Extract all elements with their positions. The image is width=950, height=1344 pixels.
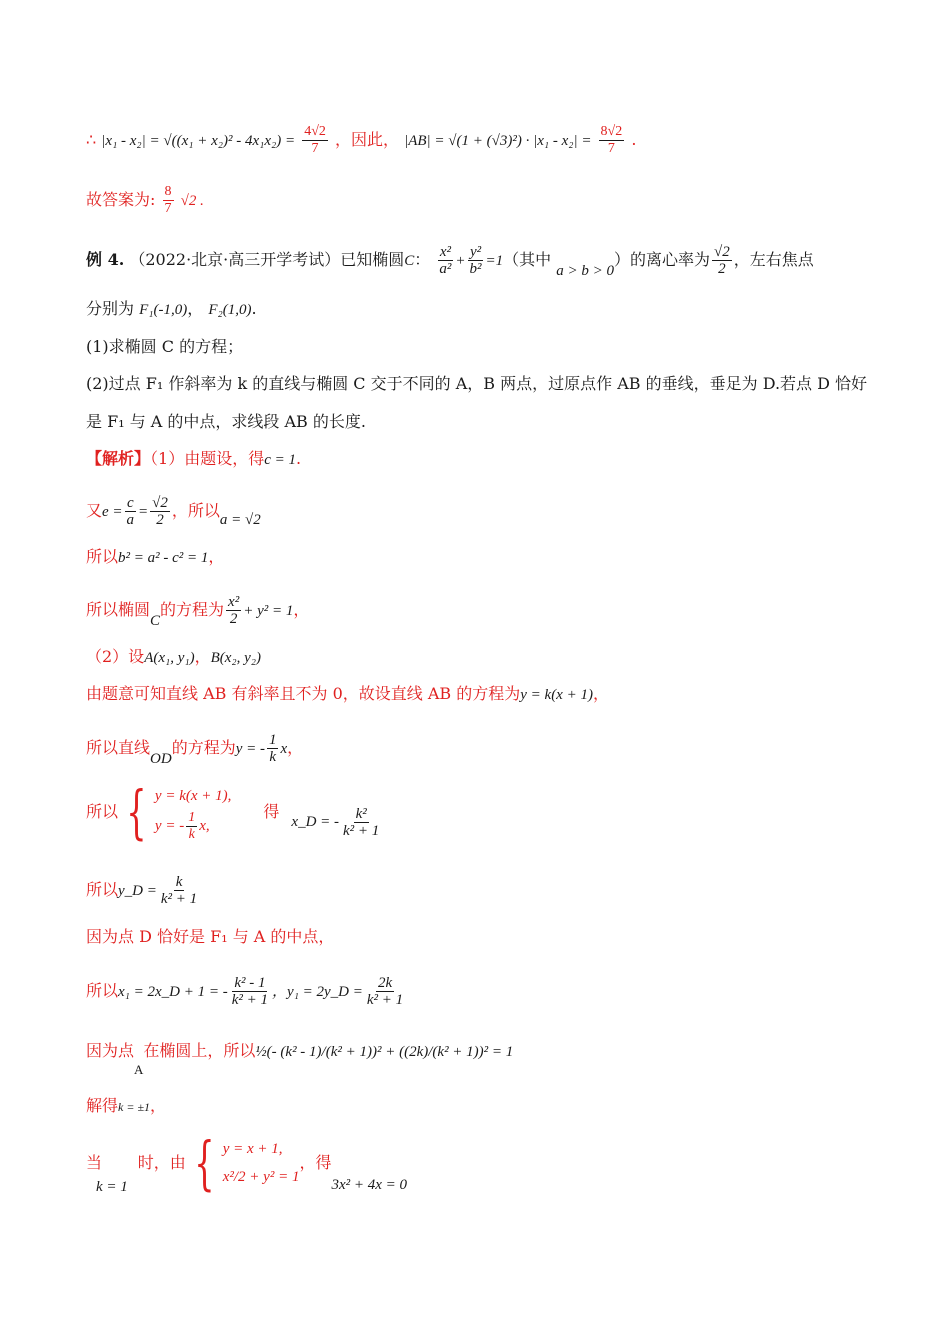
fraction-2k-k2p1: $\frac{2k}{\text{k² + 1}}$ bbox=[366, 975, 404, 1008]
text-from: 时，由 bbox=[137, 1153, 186, 1172]
text-because-point: 因为点 bbox=[86, 1041, 135, 1060]
fraction-x2-a2: $\frac{\text{x²}}{\text{a²}}$ bbox=[439, 244, 452, 277]
comma: ， bbox=[287, 738, 304, 757]
system-row-1: y = x + 1, bbox=[222, 1141, 283, 1157]
fraction-8sqrt2-7: $\frac{8√2}{7}$ bbox=[600, 124, 623, 156]
equation-system-2 bbox=[223, 1135, 300, 1191]
system-row-2: y = - $\frac{1}{k}$ x, bbox=[154, 809, 210, 842]
fraction-1-k: $\frac{1}{k}$ bbox=[268, 732, 277, 765]
example-4-line bbox=[86, 244, 814, 277]
solution-k bbox=[86, 1095, 166, 1118]
text-foci: ，左右焦点 bbox=[733, 250, 814, 269]
system-row-1: y = k(x + 1), bbox=[154, 787, 232, 804]
xd-equals: x_D = - bbox=[291, 814, 340, 830]
comma: ， bbox=[208, 547, 225, 566]
solution-line-ab bbox=[86, 683, 609, 706]
point-a-label: A bbox=[134, 1062, 144, 1077]
text-equation-is: 的方程为 bbox=[171, 738, 236, 757]
text-so-ellipse: 所以椭圆 bbox=[86, 600, 151, 619]
left-brace: { bbox=[126, 778, 147, 846]
text-get: 得 bbox=[263, 802, 280, 821]
period: . bbox=[295, 449, 302, 468]
answer-sqrt2: √2 . bbox=[180, 193, 204, 209]
solution-b2 bbox=[86, 546, 224, 569]
condition-abc: a > b > 0 bbox=[556, 263, 615, 279]
text-get: ，得 bbox=[299, 1153, 332, 1172]
text-line-ab: 由题意可知直线 AB 有斜率且不为 0，故设直线 AB 的方程为 bbox=[86, 684, 521, 703]
solution-ellipse-eq bbox=[86, 594, 309, 627]
comma: ， bbox=[592, 684, 609, 703]
period: . bbox=[251, 299, 257, 318]
solution-x1-y1 bbox=[86, 975, 407, 1008]
e-equals: e = bbox=[102, 504, 123, 520]
solution-part2-set bbox=[86, 646, 261, 669]
text-on-ellipse: 在椭圆上，所以 bbox=[143, 1041, 256, 1060]
solution-eccentricity bbox=[86, 495, 261, 528]
focus-f1: F₁(-1,0) bbox=[139, 302, 188, 318]
a-equals-sqrt2: a = √2 bbox=[219, 512, 261, 528]
fraction-x2-2: $\frac{\text{x²}}{2}$ bbox=[228, 594, 240, 627]
ellipse-substitution: ½(- (k² - 1)/(k² + 1))² + ((2k)/(k² + 1))² = 1 bbox=[255, 1044, 514, 1060]
text-from-given: （1）由题设，得 bbox=[150, 449, 265, 468]
formula-diff: |x₁ - x₂| = √((x₁ + x₂)² - 4x₁x₂) = bbox=[101, 133, 296, 149]
text-eccentricity: ）的离心率为 bbox=[614, 250, 711, 269]
fraction-c-a: $\frac{c}{a}$ bbox=[126, 495, 135, 528]
point-a: A(x₁, y₁) bbox=[144, 650, 195, 666]
fraction-8-7: $\frac{8}{7}$ bbox=[164, 184, 172, 216]
x-var: x bbox=[280, 741, 288, 757]
comma: ， bbox=[194, 647, 211, 666]
b-squared: b² = a² - c² = 1 bbox=[118, 550, 209, 566]
plus-y2-equals-1: + y² = 1 bbox=[243, 603, 294, 619]
fraction-y2-b2: $\frac{\text{y²}}{\text{b²}}$ bbox=[469, 244, 482, 277]
focus-f2: F₂(1,0) bbox=[208, 302, 252, 318]
text-so: 所以 bbox=[86, 547, 119, 566]
solution-midpoint: 因为点 D 恰好是 F₁ 与 A 的中点， bbox=[86, 927, 335, 946]
text-so-line: 所以直线 bbox=[86, 738, 151, 757]
answer-line bbox=[86, 184, 204, 217]
k-pm-1: k = ±1 bbox=[118, 1100, 151, 1114]
solution-part1 bbox=[86, 448, 301, 471]
quadratic-eq: 3x² + 4x = 0 bbox=[331, 1177, 408, 1193]
c-equals-1: c = 1 bbox=[264, 452, 296, 468]
line-od: OD bbox=[150, 751, 172, 767]
formula-ab: |AB| = √(1 + (√3)²) · |x₁ - x₂| = bbox=[404, 133, 592, 149]
example-source: （2022·北京·高三开学考试）已知椭圆 bbox=[129, 250, 405, 269]
solution-on-ellipse bbox=[86, 1040, 514, 1077]
fraction-k2-k2p1: $\frac{\text{k²}}{\text{k² + 1}}$ bbox=[343, 805, 380, 839]
left-brace: { bbox=[194, 1129, 215, 1197]
question-2-cont: 是 F₁ 与 A 的中点，求线段 AB 的长度. bbox=[86, 412, 366, 431]
colon: ： bbox=[414, 250, 431, 269]
fraction-k2m1-k2p1: $\frac{\text{k² - 1}}{\text{k² + 1}}$ bbox=[231, 975, 269, 1008]
y-equals-minus: y = - bbox=[235, 741, 265, 757]
solution-system-1 bbox=[86, 780, 383, 844]
comma: ， bbox=[187, 299, 204, 318]
text-also: 又 bbox=[86, 501, 103, 520]
text-where: （其中 bbox=[503, 250, 552, 269]
text-when: 当 bbox=[86, 1153, 103, 1172]
text-let: （2）设 bbox=[86, 647, 145, 666]
fraction-sqrt2-2: $\frac{√2}{2}$ bbox=[714, 244, 730, 277]
yd-equals: y_D = bbox=[118, 883, 157, 899]
therefore-symbol: ∴ bbox=[86, 130, 97, 149]
text-hence: ，因此， bbox=[334, 130, 399, 149]
text-so: ，所以 bbox=[171, 501, 220, 520]
comma: ， bbox=[293, 600, 310, 619]
ellipse-c: C bbox=[404, 253, 415, 269]
equals: = bbox=[138, 504, 149, 520]
solution-yd bbox=[86, 874, 201, 907]
text-respectively: 分别为 bbox=[86, 299, 135, 318]
answer-label: 故答案为: bbox=[86, 190, 156, 209]
text-equation-is: 的方程为 bbox=[160, 600, 225, 619]
text-so: 所以 bbox=[86, 880, 119, 899]
comma: ， bbox=[150, 1096, 167, 1115]
solution-line-od bbox=[86, 732, 303, 765]
solution-system-2 bbox=[86, 1130, 407, 1196]
k-equals-1: k = 1 bbox=[96, 1179, 128, 1195]
question-1: (1)求椭圆 C 的方程； bbox=[86, 337, 244, 356]
ellipse-c: C bbox=[150, 613, 161, 629]
plus: + bbox=[455, 253, 466, 269]
point-b: B(x₂, y₂) bbox=[210, 650, 262, 666]
fraction-4sqrt2-7: $\frac{4√2}{7}$ bbox=[304, 124, 326, 156]
example-4-line-2 bbox=[86, 298, 257, 321]
x1-equals: x₁ = 2x_D + 1 = - bbox=[118, 984, 228, 1000]
period: . bbox=[631, 130, 637, 149]
text-so: 所以 bbox=[86, 981, 119, 1000]
fraction-sqrt2-2b: $\frac{√2}{2}$ bbox=[152, 495, 168, 528]
question-2: (2)过点 F₁ 作斜率为 k 的直线与椭圆 C 交于不同的 A，B 两点，过原点作 AB 的垂线，垂足为 D.若点 D 恰好 bbox=[86, 374, 868, 393]
line-eq: y = k(x + 1) bbox=[520, 687, 593, 703]
solution-line-1 bbox=[86, 124, 636, 157]
text-solve: 解得 bbox=[86, 1096, 119, 1115]
analysis-tag: 【解析】 bbox=[86, 449, 151, 468]
fraction-k-k2p1: $\frac{k}{\text{k² + 1}}$ bbox=[160, 874, 198, 907]
text-so: 所以 bbox=[86, 802, 119, 821]
system-row-2: x²/2 + y² = 1 bbox=[222, 1169, 300, 1185]
example-label: 例 4. bbox=[86, 250, 125, 269]
equals-one: =1 bbox=[485, 253, 504, 269]
y1-equals: ，y₁ = 2y_D = bbox=[272, 984, 363, 1000]
equation-system bbox=[155, 782, 231, 843]
